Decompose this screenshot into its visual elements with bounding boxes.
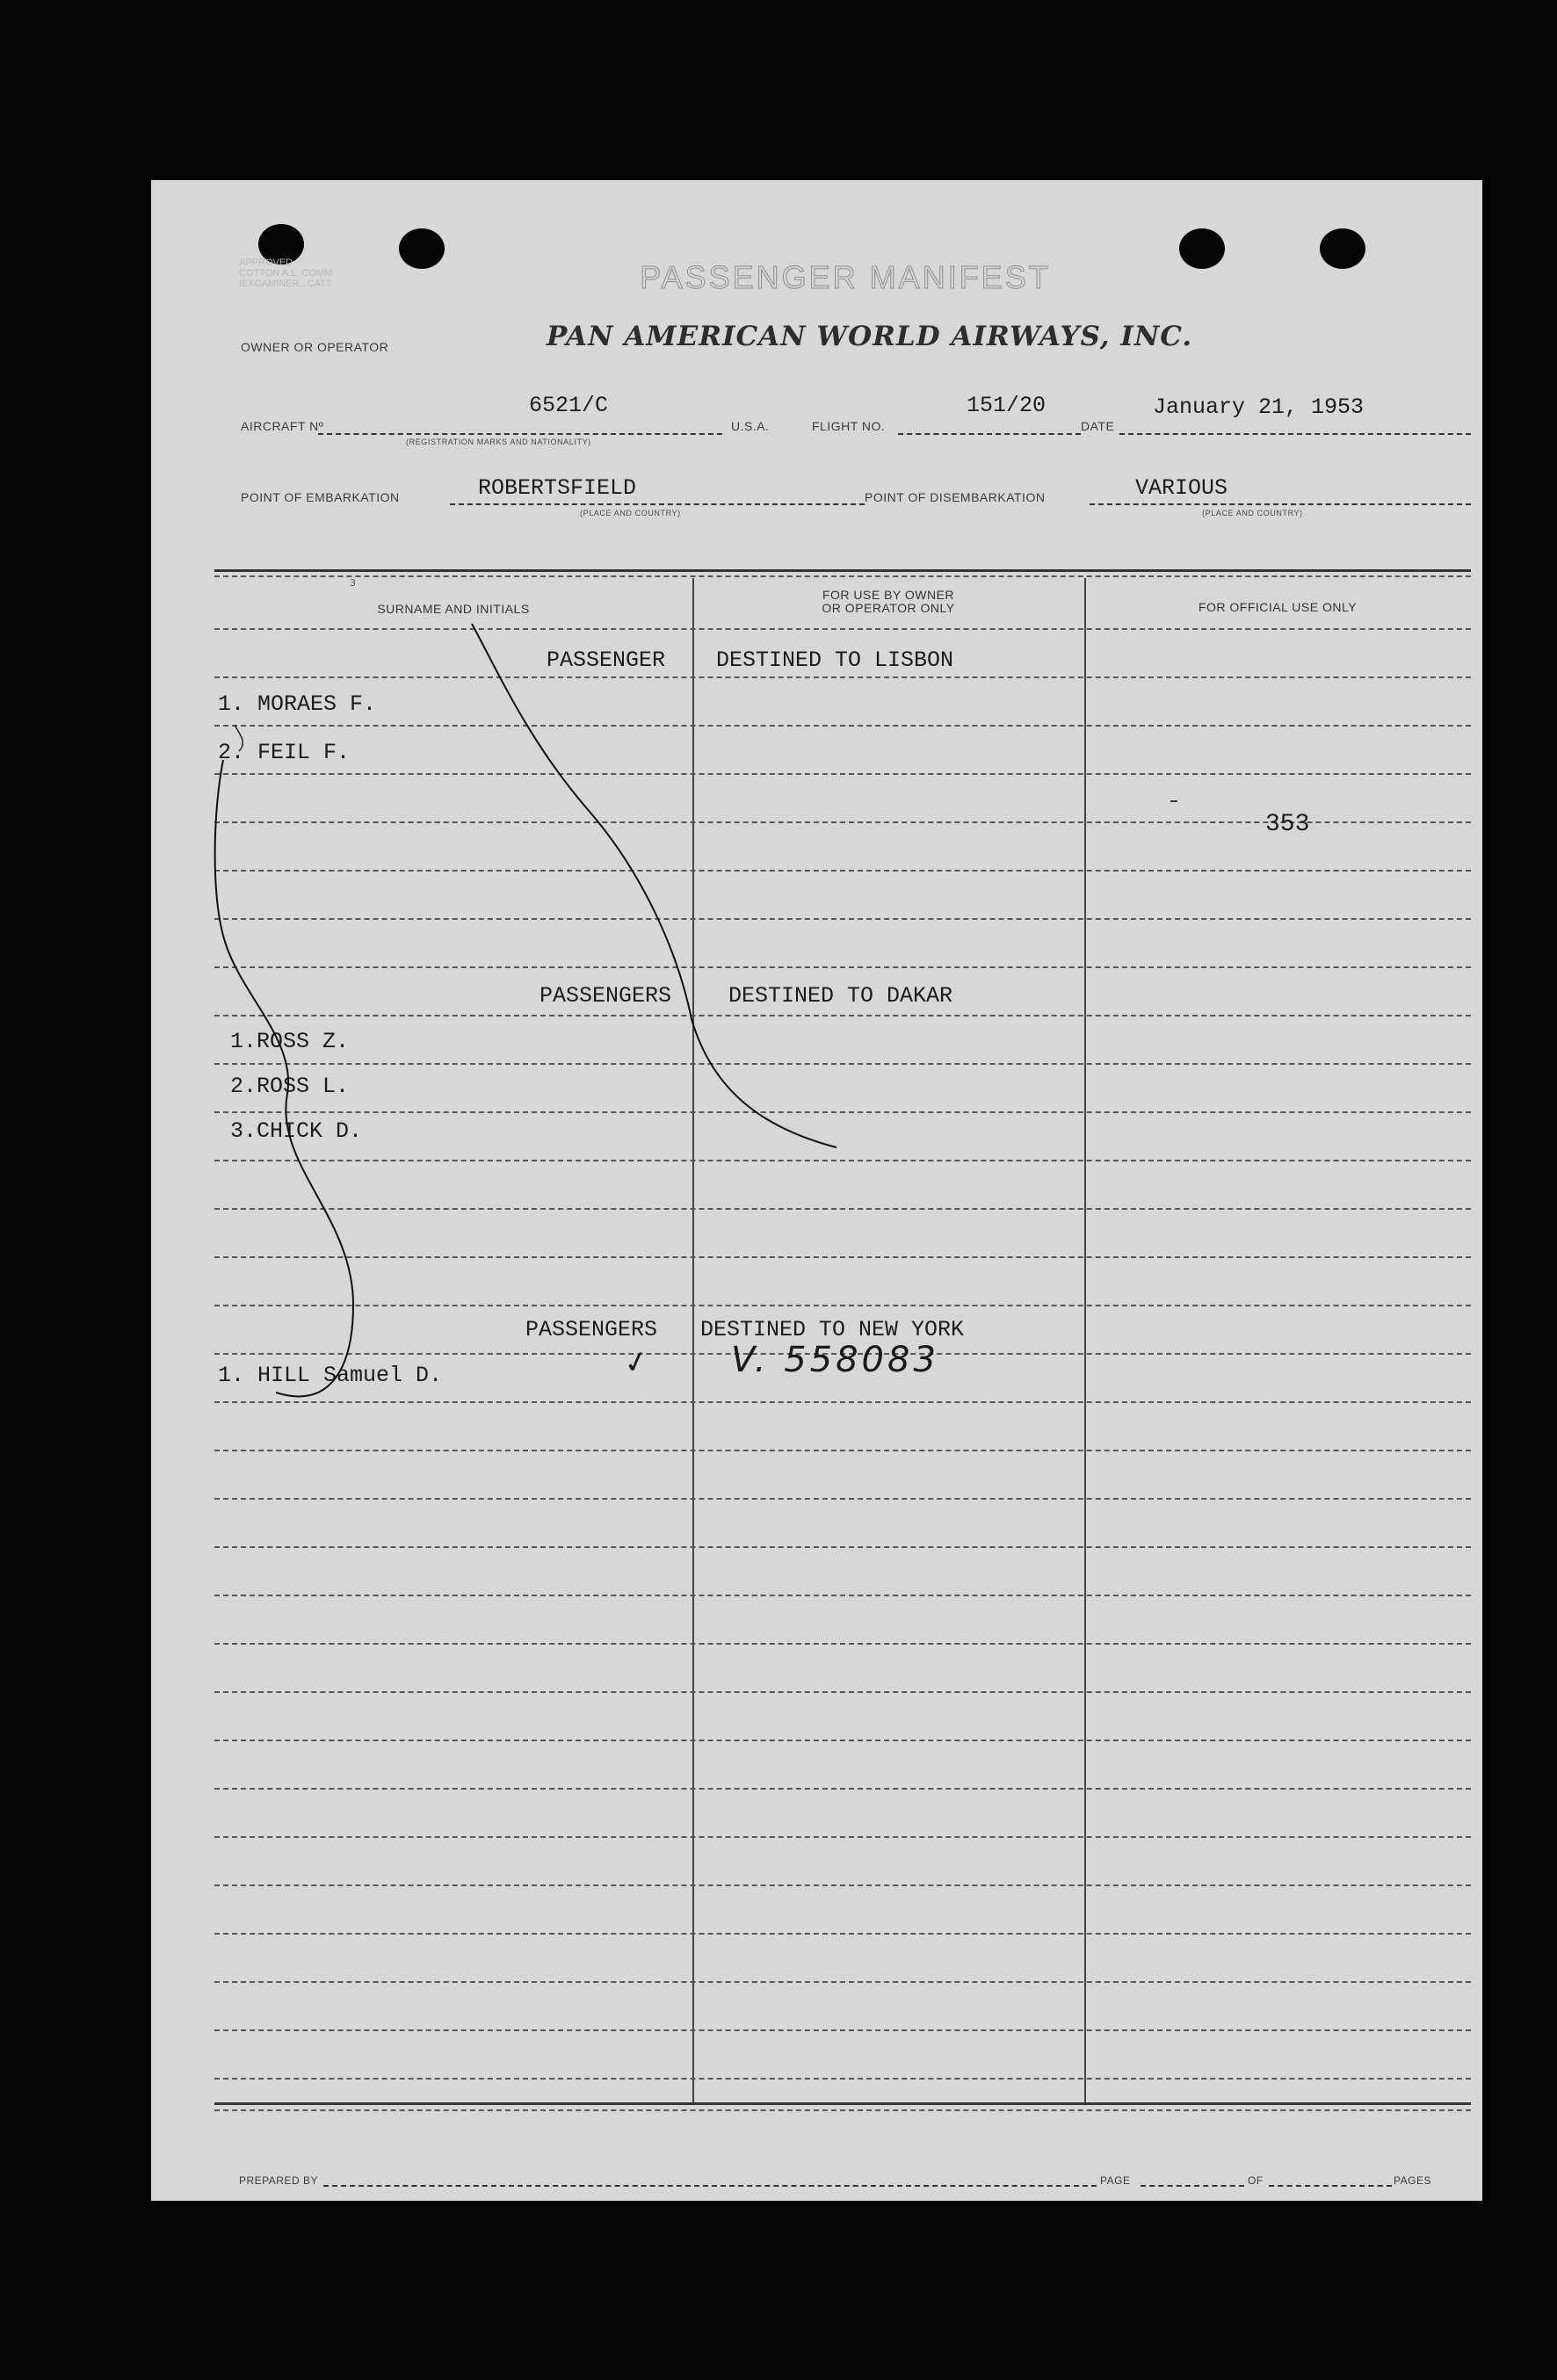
- stamp-line-3: IEXCAMINER...CATT.: [239, 279, 334, 289]
- aircraft-number: 6521/C: [529, 393, 609, 418]
- section-1-destination: DESTINED TO LISBON: [716, 647, 954, 673]
- stamp-line-2: COTTON A.L. COMM.: [239, 268, 336, 279]
- of-label: OF: [1248, 2174, 1264, 2187]
- handwritten-note: V. 558083: [731, 1340, 939, 1380]
- passenger-number: 2.: [218, 740, 245, 765]
- section-3-destination: DESTINED TO NEW YORK: [700, 1317, 965, 1342]
- flight-number: 151/20: [967, 393, 1046, 418]
- embark-place-caption: (PLACE AND COUNTRY): [580, 509, 681, 517]
- stamp-line-1: APPROVED: [239, 257, 293, 268]
- owner-label: OWNER OR OPERATOR: [241, 340, 389, 354]
- disembark-place-caption: (PLACE AND COUNTRY): [1202, 509, 1303, 517]
- form-title: PASSENGER MANIFEST: [640, 259, 1051, 295]
- operator-header-line-2: OR OPERATOR ONLY: [822, 601, 955, 615]
- check-mark: ✓: [620, 1342, 653, 1383]
- column-header-official: FOR OFFICIAL USE ONLY: [1198, 600, 1358, 614]
- section-2-destination: DESTINED TO DAKAR: [728, 983, 953, 1009]
- date-label: DATE: [1081, 419, 1115, 433]
- pages-label: PAGES: [1394, 2174, 1431, 2187]
- disembark-value: VARIOUS: [1135, 475, 1228, 501]
- passenger-number: 1.: [218, 1363, 245, 1388]
- passenger-number: 1.: [218, 691, 245, 717]
- passenger-number: 1.: [230, 1029, 257, 1054]
- pen-strokes: [151, 180, 1482, 2201]
- aircraft-label: AIRCRAFT Nº: [241, 419, 324, 433]
- prepared-by-underline: [323, 2185, 1097, 2187]
- column-header-surname: SURNAME AND INITIALS: [377, 602, 530, 616]
- page-label: PAGE: [1100, 2174, 1131, 2187]
- passenger-name: FEIL F.: [257, 740, 351, 765]
- embark-label: POINT OF EMBARKATION: [241, 490, 400, 504]
- owner-name: PAN AMERICAN WORLD AIRWAYS, INC.: [547, 321, 1193, 352]
- passenger-name: CHICK D.: [257, 1118, 363, 1144]
- embark-value: ROBERTSFIELD: [478, 475, 637, 501]
- passenger-number: 3.: [230, 1118, 257, 1144]
- passenger-name: HILL Samuel D.: [257, 1363, 443, 1388]
- passenger-name: ROSS Z.: [257, 1029, 350, 1054]
- top-mark: 3: [350, 577, 356, 589]
- manifest-sheet: [151, 180, 1482, 2201]
- country-label: U.S.A.: [731, 419, 770, 433]
- operator-header-line-1: FOR USE BY OWNER: [822, 588, 955, 602]
- section-3-left-heading: PASSENGERS: [525, 1317, 658, 1342]
- of-underline: [1269, 2185, 1392, 2187]
- disembark-label: POINT OF DISEMBARKATION: [865, 490, 1046, 504]
- passenger-name: ROSS L.: [257, 1074, 350, 1099]
- official-number: 353: [1265, 811, 1310, 838]
- flight-date: January 21, 1953: [1153, 394, 1365, 420]
- page-underline: [1141, 2185, 1244, 2187]
- section-2-left-heading: PASSENGERS: [540, 983, 672, 1009]
- passenger-number: 2.: [230, 1074, 257, 1099]
- registration-caption: (REGISTRATION MARKS AND NATIONALITY): [406, 438, 591, 446]
- section-1-left-heading: PASSENGER: [547, 647, 666, 673]
- passenger-name: MORAES F.: [257, 691, 377, 717]
- flight-label: FLIGHT NO.: [812, 419, 886, 433]
- prepared-by-label: PREPARED BY: [239, 2174, 318, 2187]
